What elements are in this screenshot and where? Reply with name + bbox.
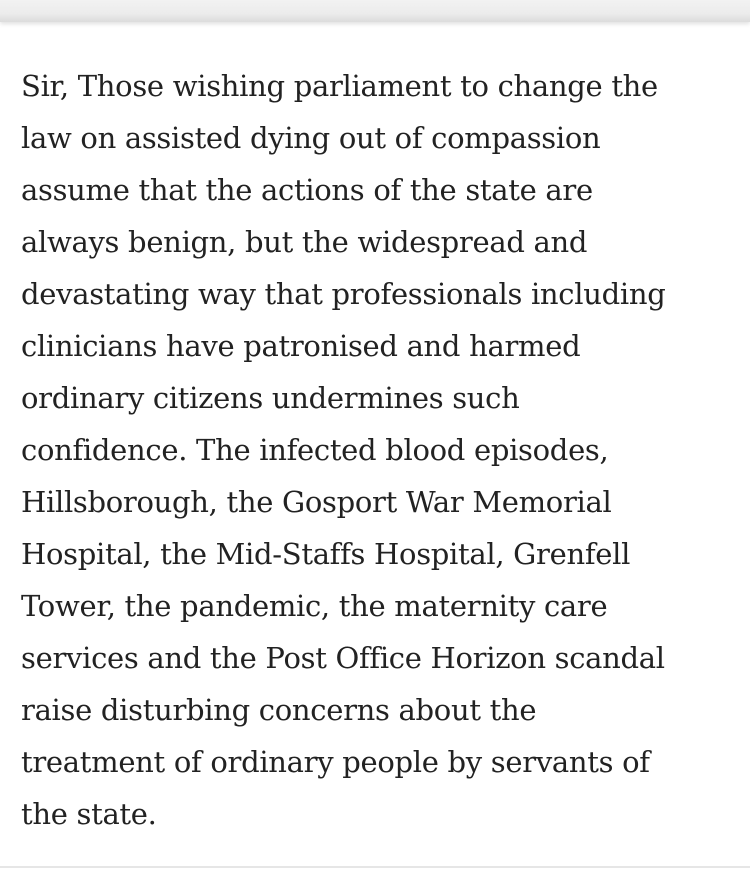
letter-line: Sir, Those wishing parliament to change the bbox=[21, 69, 658, 103]
letter-line: law on assisted dying out of compassion bbox=[21, 121, 601, 155]
letter-text bbox=[21, 60, 736, 840]
letter-line: clinicians have patronised and harmed bbox=[21, 329, 581, 363]
letter-line: always benign, but the widespread and bbox=[21, 225, 588, 259]
letter-line: services and the Post Office Horizon scandal bbox=[21, 641, 665, 675]
letter-line: Hospital, the Mid-Staffs Hospital, Grenfell bbox=[21, 537, 631, 571]
letter-line: ordinary citizens undermines such bbox=[21, 381, 520, 415]
bottom-divider bbox=[0, 866, 750, 868]
top-bar-shadow bbox=[0, 0, 750, 22]
letter-line: raise disturbing concerns about the bbox=[21, 693, 537, 727]
letter-line: treatment of ordinary people by servants of bbox=[21, 745, 650, 779]
letter-line: confidence. The infected blood episodes, bbox=[21, 433, 609, 467]
letter-line: assume that the actions of the state are bbox=[21, 173, 593, 207]
letter-line: devastating way that professionals including bbox=[21, 277, 666, 311]
letter-line: Hillsborough, the Gosport War Memorial bbox=[21, 485, 612, 519]
letter-line: Tower, the pandemic, the maternity care bbox=[21, 589, 608, 623]
letter-line: the state. bbox=[21, 797, 157, 831]
